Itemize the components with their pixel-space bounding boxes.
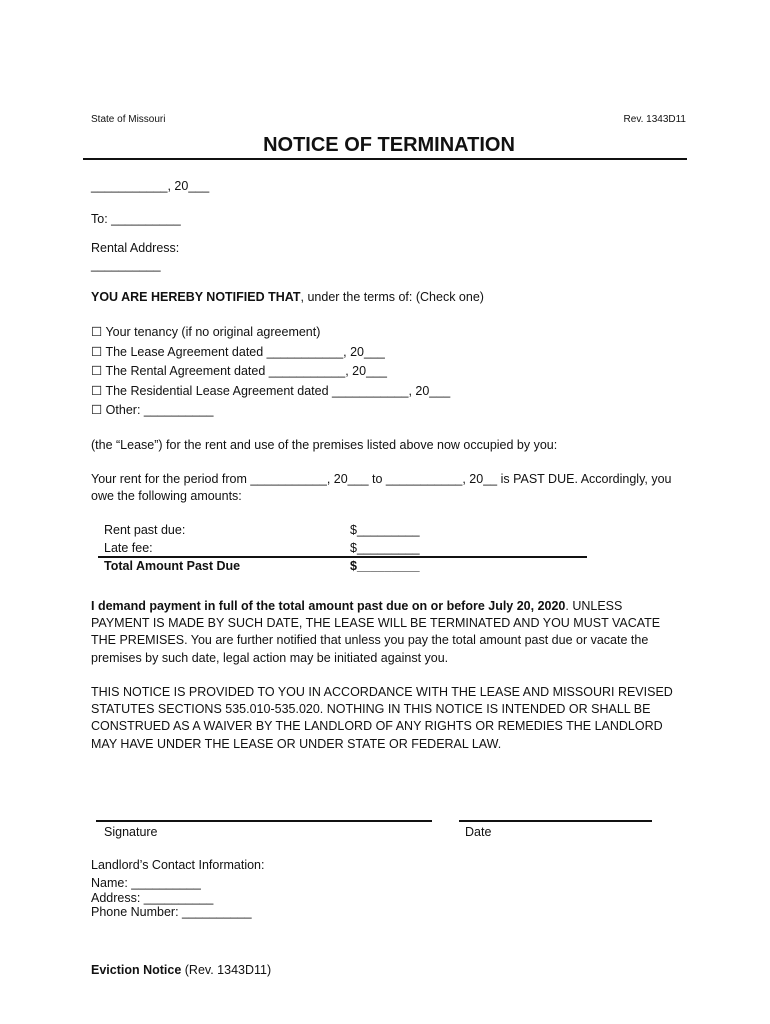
option-other: ☐ Other: __________ [91,403,214,417]
rental-address-label: Rental Address: [91,241,180,255]
legal-line3: CONSTRUED AS A WAIVER BY THE LANDLORD OF ANY RIGHTS OR REMEDIES THE LANDLORD [91,719,663,733]
date-label: Date [465,825,492,839]
demand-line3: THE PREMISES. You are further notified that unless you pay the total amount past due or vacate the [91,633,649,647]
date-rule [459,820,652,822]
footer [91,963,271,977]
rent-period-line2: owe the following amounts: [91,489,242,503]
demand-line2: PAYMENT IS MADE BY SUCH DATE, THE LEASE WILL BE TERMINATED AND YOU MUST VACATE [91,616,661,630]
rent-past-due-value: $_________ [350,523,420,537]
contact-name: Name: __________ [91,876,201,890]
demand-line4: premises by such date, legal action may be initiated against you. [91,651,449,665]
contact-address: Address: __________ [91,891,214,905]
late-fee-value: $_________ [350,541,420,555]
rental-address-value: __________ [91,258,161,272]
to-line: To: __________ [91,212,181,226]
notified-line [91,290,484,304]
legal-line1: THIS NOTICE IS PROVIDED TO YOU IN ACCORDANCE WITH THE LEASE AND MISSOURI REVISED [91,685,673,699]
option-rental-agreement: ☐ The Rental Agreement dated ___________, 20___ [91,364,387,378]
rent-period-line1: Your rent for the period from ___________, 20___ to ___________, 20__ is PAST DUE. Accordingly, you [91,472,672,486]
demand-bold: I demand payment in full of the total amount past due on or before July 20, 2020 [91,599,566,613]
contact-phone: Phone Number: __________ [91,905,252,919]
footer-bold: Eviction Notice [91,963,182,977]
signature-rule [96,820,432,822]
rent-past-due-label: Rent past due: [104,523,186,537]
contact-heading: Landlord’s Contact Information: [91,858,265,872]
notified-rest: , under the terms of: (Check one) [300,290,484,304]
option-residential-lease: ☐ The Residential Lease Agreement dated ___________, 20___ [91,384,451,398]
signature-label: Signature [104,825,158,839]
demand-line1 [91,599,622,613]
date-line: ___________, 20___ [91,179,210,193]
state-label: State of Missouri [91,114,166,125]
document-title: NOTICE OF TERMINATION [263,134,515,156]
option-tenancy: ☐ Your tenancy (if no original agreement) [91,325,321,339]
revision-label: Rev. 1343D11 [623,114,686,125]
total-past-due-label: Total Amount Past Due [104,559,241,573]
footer-rest: (Rev. 1343D11) [181,963,272,977]
notified-bold: YOU ARE HEREBY NOTIFIED THAT [91,290,301,304]
lease-line: (the “Lease”) for the rent and use of the premises listed above now occupied by you: [91,438,558,452]
title-rule [83,158,687,160]
legal-line4: MAY HAVE UNDER THE LEASE OR UNDER STATE OR FEDERAL LAW. [91,737,502,751]
total-past-due-value: $_________ [350,559,420,573]
amounts-rule [98,556,587,558]
legal-line2: STATUTES SECTIONS 535.010-535.020. NOTHING IN THIS NOTICE IS INTENDED OR SHALL BE [91,702,651,716]
option-lease-agreement: ☐ The Lease Agreement dated ___________, 20___ [91,345,385,359]
demand-line1-rest: . UNLESS [565,599,623,613]
late-fee-label: Late fee: [104,541,153,555]
